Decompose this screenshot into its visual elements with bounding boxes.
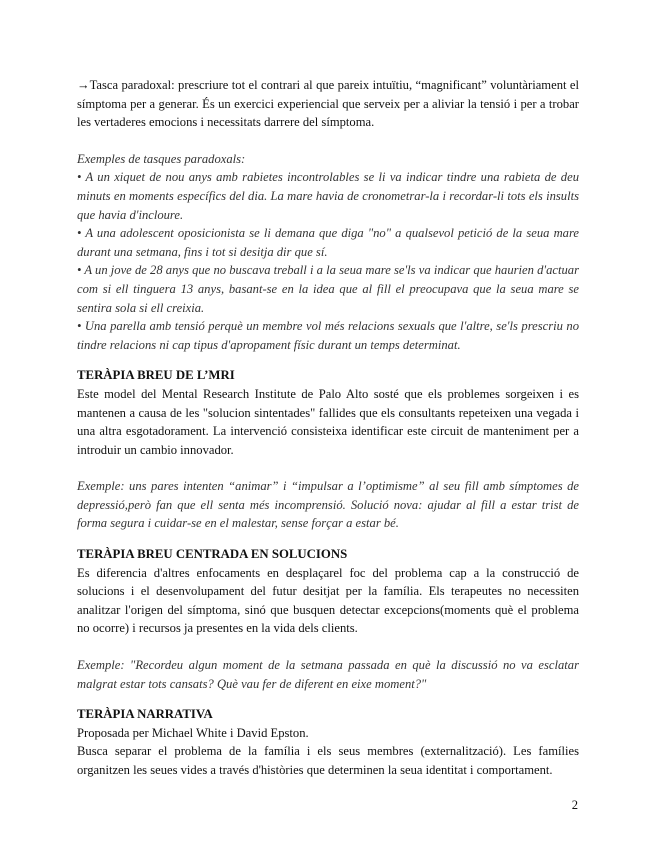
document-page — [77, 76, 579, 780]
section-body-mri: Este model del Mental Research Institute de Palo Alto sosté que els problemes sorgeixen i es mantenen a causa de les "solucion sintentades" fallides que els consultants repeteixen una vegada i una altra esgotadorament. La intervenció consisteixa identificar este circuit de manteniment per a introduir un cambio innovador. — [77, 386, 579, 457]
section-example-solutions: Exemple: "Recordeu algun moment de la setmana passada en què la discussió no va esclatar malgrat estar tots cansats? Què vau fer de diferent en eixe moment?" — [77, 658, 579, 691]
paradox-example-item: • A un xiquet de nou anys amb rabietes incontrolables se li va indicar tindre una rabieta de deu minuts en moments específics del dia. La mare havia de cronometrar-la i recordar-li tots els insults que havia d'incloure. — [77, 170, 579, 222]
paradox-examples-heading: Exemples de tasques paradoxals: — [77, 151, 246, 166]
section-proposed-by-narrative: Proposada per Michael White i David Epston. — [77, 725, 309, 740]
section-title-narrative: TERÀPIA NARRATIVA — [77, 707, 213, 722]
section-title-solutions: TERÀPIA BREU CENTRADA EN SOLUCIONS — [77, 547, 348, 562]
section-narrative — [77, 705, 579, 779]
section-body-narrative: Busca separar el problema de la família i els seus membres (externalització). Les famílies organitzen les seues vides a través d'històries que determinen la seua identitat i comportament. — [77, 744, 579, 777]
paradox-example-item: • Una parella amb tensió perquè un membre vol més relacions sexuals que l'altre, se'ls prescriu no tindre relacions ni cap tipus d'apropament físic durant un temps determinat. — [77, 319, 579, 352]
section-solutions — [77, 545, 579, 693]
section-example-mri: Exemple: uns pares intenten “animar” i “impulsar a l’optimisme” al seu fill amb símptomes de depressió,però fan que ell senta més incomprensió. Solució nova: ajudar al fill a estar trist de forma segura i cuidar-se en el malestar, sense forçar a estar bé. — [77, 479, 579, 531]
page-number: 2 — [571, 798, 578, 812]
paradox-examples-block — [77, 150, 579, 355]
paradox-task-paragraph: →Tasca paradoxal: prescriure tot el contrari al que pareix intuïtiu, “magnificant” voluntàriament el símptoma per a generar. És un exercici experiencial que serveix per a aliviar la tensió i per a trobar les vertaderes emocions i necessitats darrere del símptoma. — [77, 78, 579, 130]
section-mri — [77, 366, 579, 533]
paradox-example-item: • A una adolescent oposicionista se li demana que diga "no" a qualsevol petició de la seua mare durant una setmana, fins i tot si desitja dir que sí. — [77, 226, 579, 259]
section-title-mri: TERÀPIA BREU DE L’MRI — [77, 368, 235, 383]
section-body-solutions: Es diferencia d'altres enfocaments en desplaçarel foc del problema cap a la construcció de solucions i el desenvolupament del futur desitjat per la família. Els terapeutes no necessiten analitzar l'origen del símptoma, sinó que busquen detectar excepcions(moments què el problema no ocorre) i recursos ja presentes en la vida dels clients. — [77, 565, 579, 636]
paradox-example-item: • A un jove de 28 anys que no buscava treball i a la seua mare se'ls va indicar que haurien d'actuar com si ell tinguera 13 anys, basant-se en la idea que al fill el preocupava que la seua mare se sentira sola si ell creixia. — [77, 263, 579, 315]
